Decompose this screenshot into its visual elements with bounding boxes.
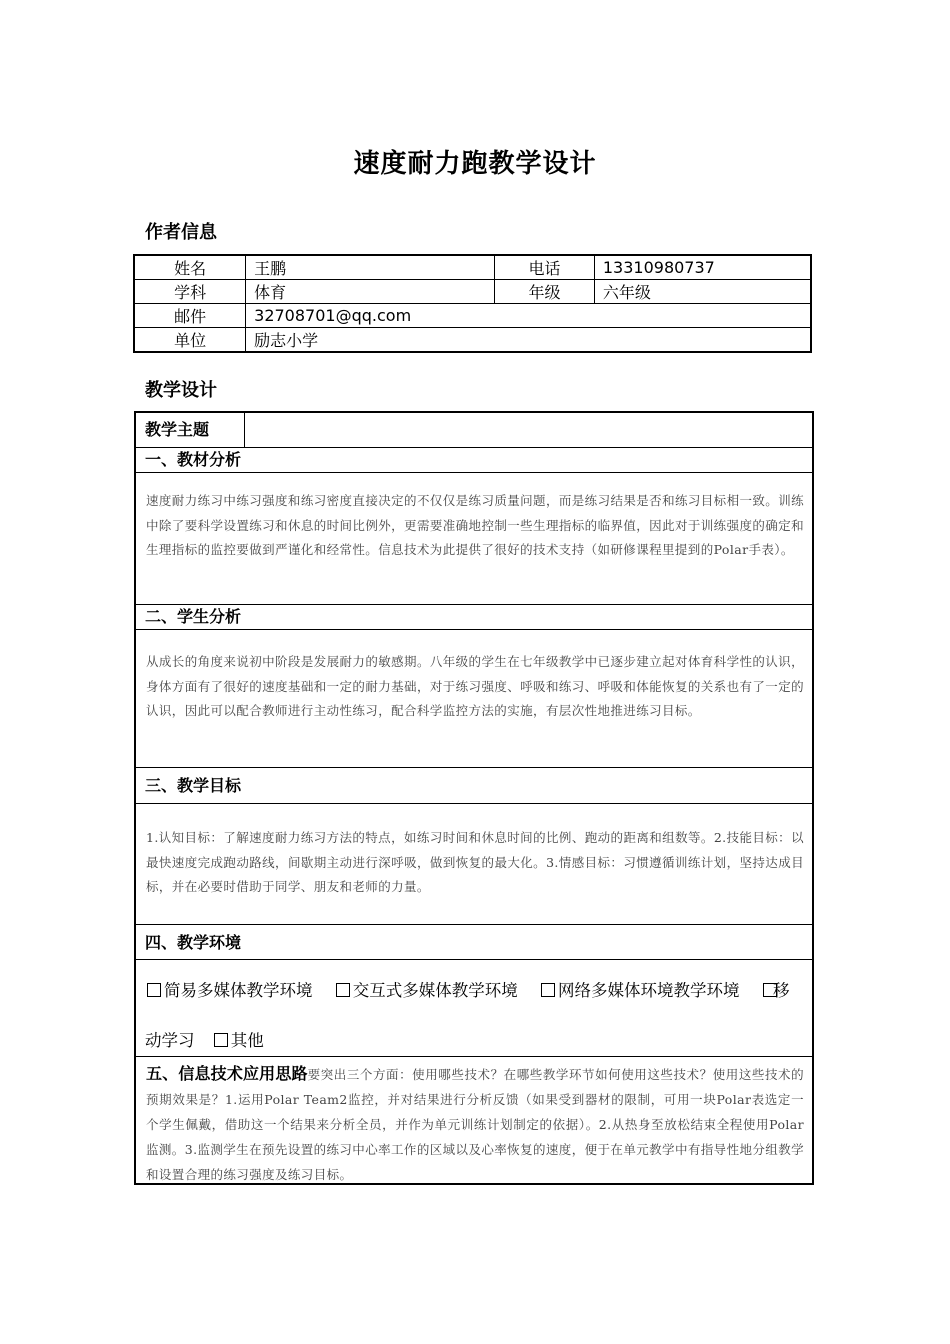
school-value: 励志小学 (246, 328, 811, 353)
student-analysis-heading: 二、学生分析 (145, 607, 242, 626)
goals-heading-row (136, 768, 812, 804)
name-label: 姓名 (134, 255, 246, 280)
teaching-design-table (134, 411, 814, 1185)
teaching-environment-heading: 四、教学环境 (145, 933, 242, 952)
environment-options-row (136, 960, 812, 1057)
it-application-heading: 五、信息技术应用思路 (146, 1064, 308, 1083)
environment-heading-row (136, 925, 812, 960)
goals-body-row (136, 804, 812, 925)
env-option-mobile-part2: 动学习 (145, 1031, 195, 1050)
email-value: 32708701@qq.com (246, 304, 811, 328)
topic-label: 教学主题 (136, 413, 245, 447)
topic-row (136, 413, 812, 448)
author-info-heading: 作者信息 (145, 222, 217, 243)
table-row (134, 304, 811, 328)
material-analysis-heading: 一、教材分析 (145, 450, 242, 469)
email-label: 邮件 (134, 304, 246, 328)
env-option-mobile-part1: 移 (773, 981, 790, 1000)
teaching-goals-heading: 三、教学目标 (145, 776, 242, 795)
environment-options-line1 (147, 977, 780, 1001)
material-body-row (136, 473, 812, 605)
checkbox-icon[interactable] (214, 1033, 228, 1047)
env-option-simple[interactable]: 简易多媒体教学环境 (147, 981, 313, 1000)
subject-label: 学科 (134, 280, 246, 304)
students-heading-row (136, 605, 812, 630)
table-row (134, 328, 811, 353)
checkbox-icon[interactable] (336, 983, 350, 997)
it-application-block (136, 1057, 812, 1187)
env-option-interactive[interactable]: 交互式多媒体教学环境 (336, 981, 518, 1000)
env-option-other[interactable]: 其他 (214, 1031, 264, 1050)
phone-label: 电话 (495, 255, 595, 280)
material-heading-row (136, 448, 812, 473)
students-body-row (136, 630, 812, 768)
grade-label: 年级 (495, 280, 595, 304)
checkbox-icon[interactable] (541, 983, 555, 997)
env-option-network[interactable]: 网络多媒体环境教学环境 (541, 981, 740, 1000)
student-analysis-text: 从成长的角度来说初中阶段是发展耐力的敏感期。八年级的学生在七年级教学中已逐步建立起对体育科学性的认识，身体方面有了很好的速度基础和一定的耐力基础，对于练习强度、呼吸和练习、呼吸和体能恢复的关系也有了一定的认识，因此可以配合教师进行主动性练习，配合科学监控方法的实施，有层次性地推进练习目标。 (146, 654, 804, 718)
table-row (134, 255, 811, 280)
it-application-text: 要突出三个方面：使用哪些技术？在哪些教学环节如何使用这些技术？使用这些技术的预期效果是？1.运用Polar Team2监控，并对结果进行分析反馈（如果受到器材的限制，可用一块Polar表选定一个学生佩戴，借助这一个结果来分析全员，并作为单元训练计划制定的依据）。2.从热身至放松结束全程使用Polar监测。3.监测学生在预先设置的练习中心率工作的区域以及心率恢复的速度，便于在单元教学中有指导性地分组教学和设置合理的练习强度及练习目标。 (146, 1067, 804, 1182)
document-title: 速度耐力跑教学设计 (353, 149, 597, 179)
material-analysis-text: 速度耐力练习中练习强度和练习密度直接决定的不仅仅是练习质量问题，而是练习结果是否和练习目标相一致。训练中除了要科学设置练习和休息的时间比例外，更需要准确地控制一些生理指标的临界值，因此对于训练强度的确定和生理指标的监控要做到严谨化和经常性。信息技术为此提供了很好的技术支持（如研修课程里提到的Polar手表）。 (146, 493, 804, 557)
it-application-row (136, 1057, 812, 1185)
checkbox-icon[interactable] (147, 983, 161, 997)
name-value: 王鹏 (246, 255, 495, 280)
subject-value: 体育 (246, 280, 495, 304)
phone-value: 13310980737 (594, 255, 811, 280)
teaching-goals-text: 1.认知目标：了解速度耐力练习方法的特点，如练习时间和休息时间的比例、跑动的距离和组数等。2.技能目标：以最快速度完成跑动路线，间歇期主动进行深呼吸，做到恢复的最大化。3.情感目标：习惯遵循训练计划，坚持达成目标，并在必要时借助于同学、朋友和老师的力量。 (146, 830, 804, 894)
table-row (134, 280, 811, 304)
teaching-design-heading: 教学设计 (145, 380, 217, 401)
author-info-table (133, 254, 812, 353)
grade-value: 六年级 (594, 280, 811, 304)
environment-options-line2 (145, 1027, 282, 1051)
school-label: 单位 (134, 328, 246, 353)
